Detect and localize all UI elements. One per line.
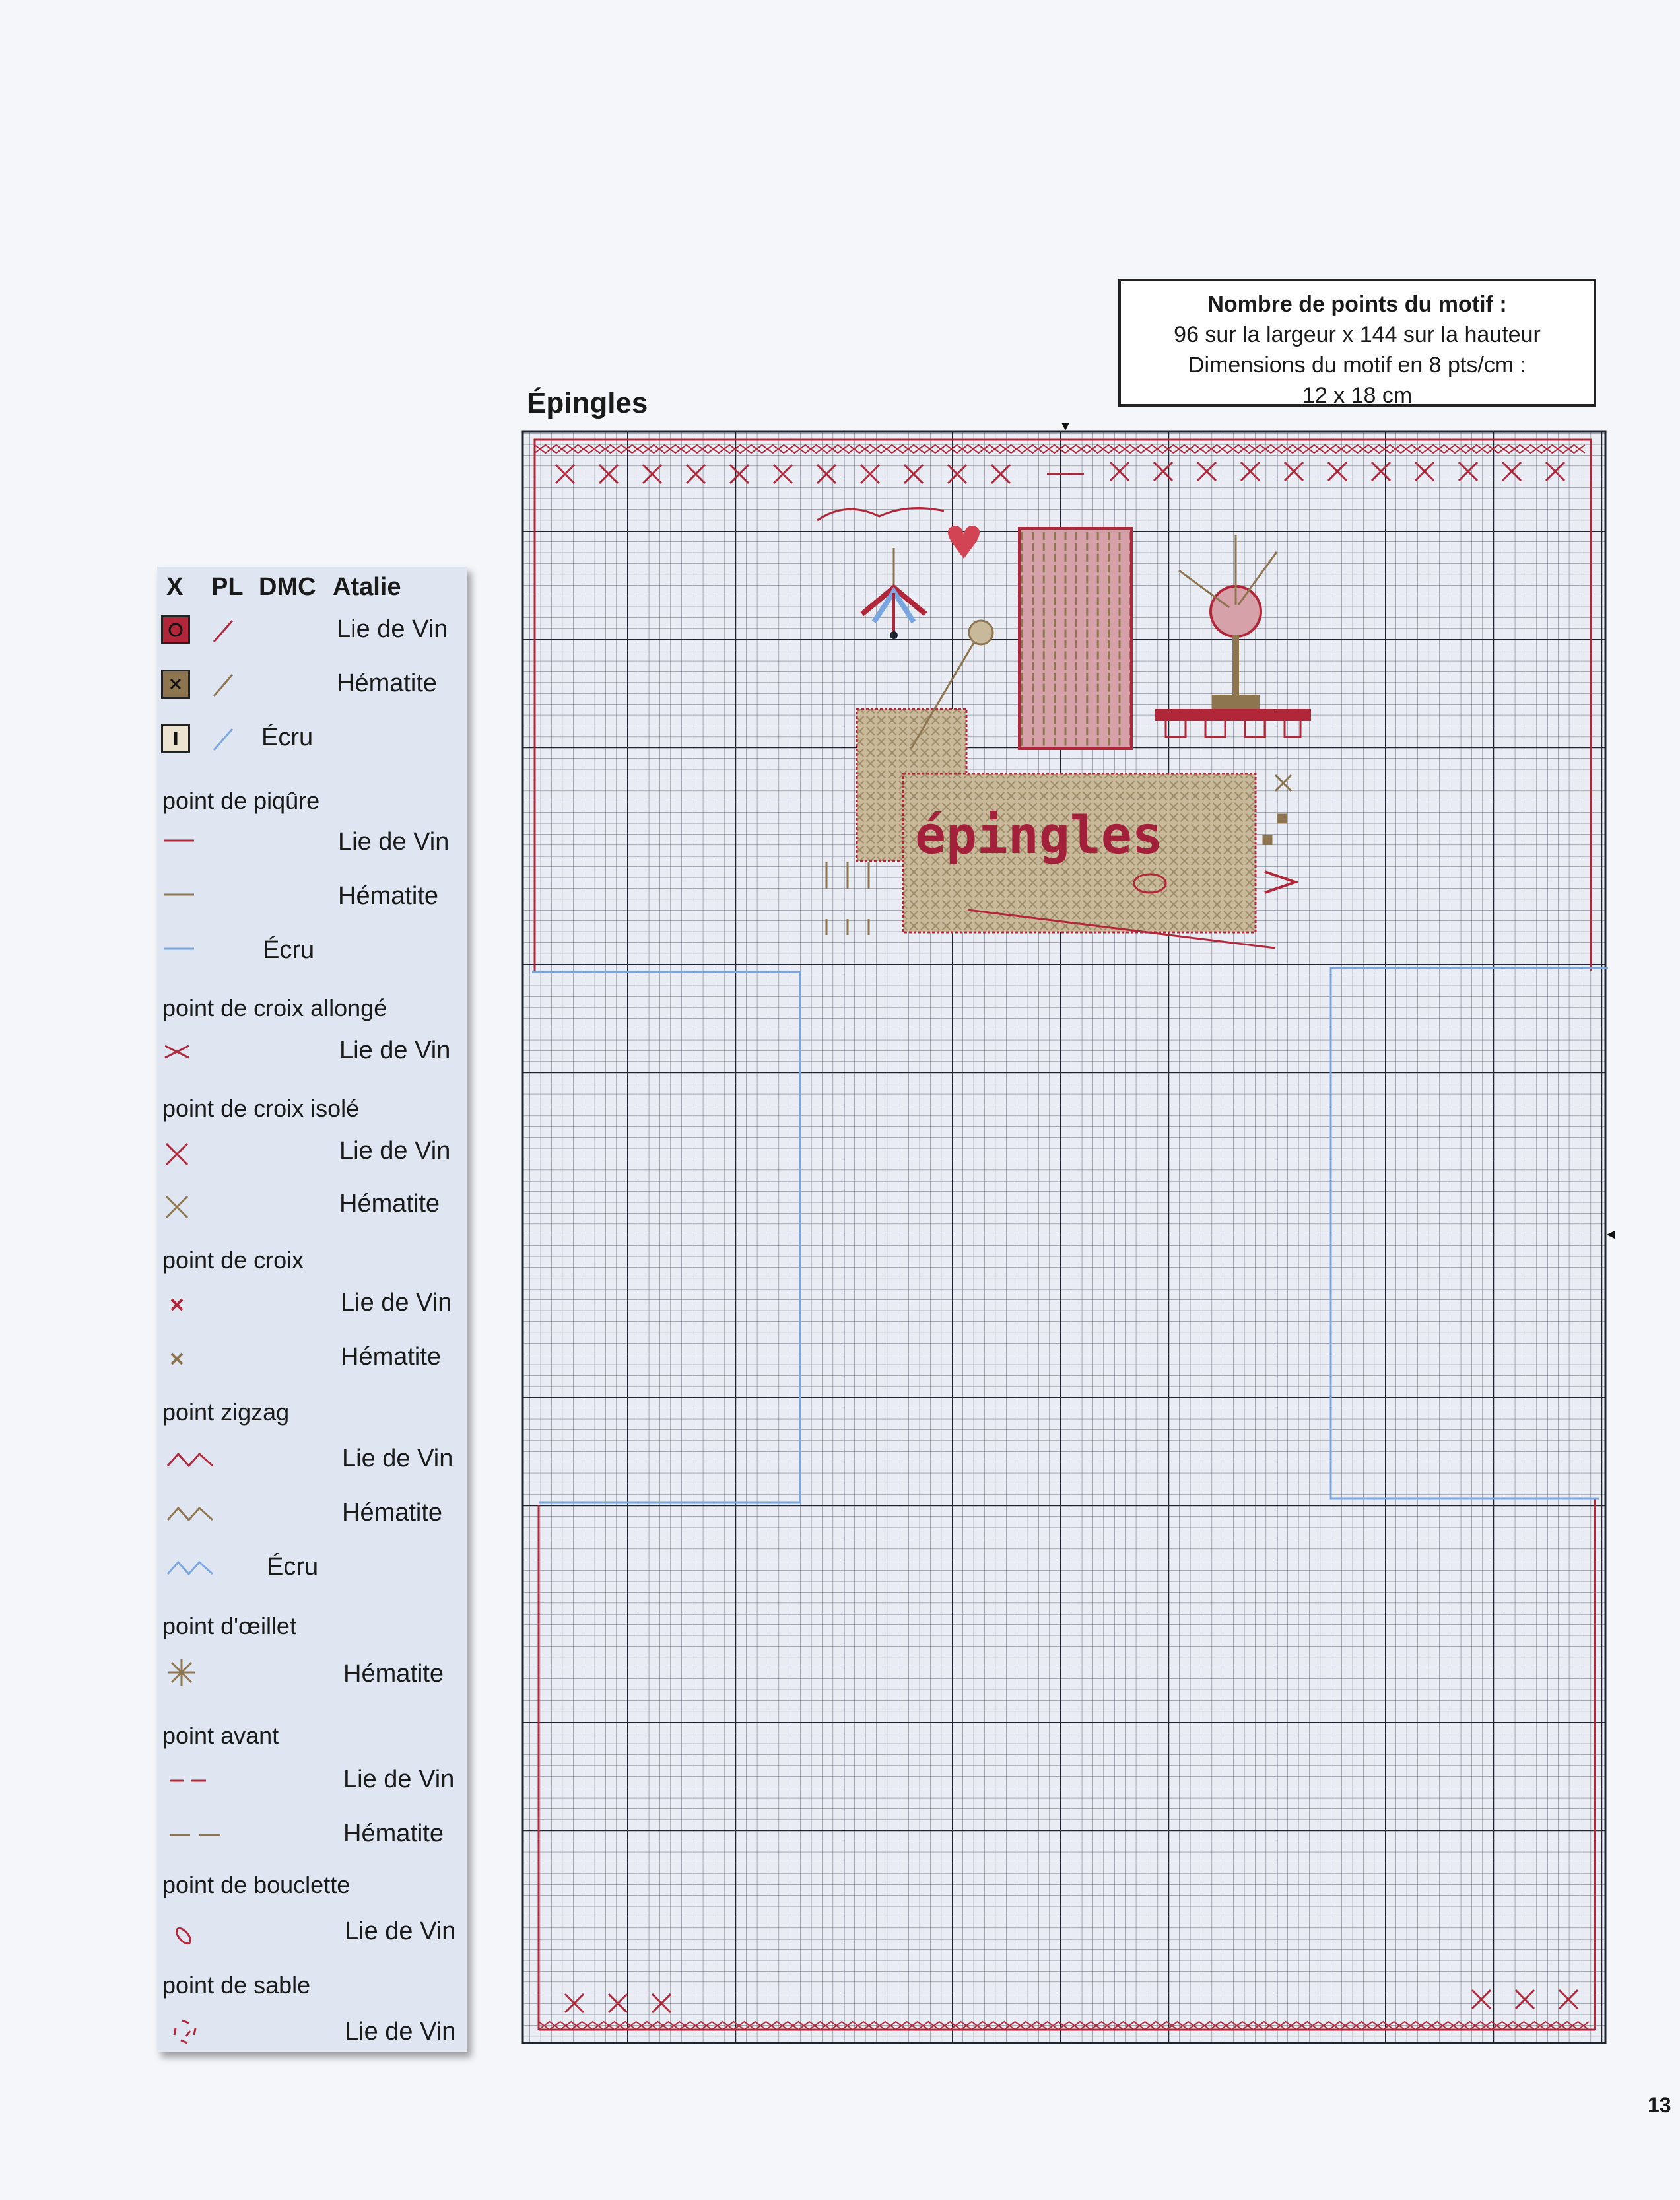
cross-stitch-chart (519, 423, 1615, 2047)
legend-item-name: Lie de Vin (338, 828, 450, 856)
legend-item-name: Lie de Vin (345, 1917, 456, 1945)
legend-item-name: Hématite (342, 1499, 443, 1527)
swatch-row-name: Lie de Vin (337, 615, 448, 643)
lazy-daisy-lie-icon (170, 1923, 197, 1949)
motif-info-box (1118, 279, 1596, 407)
sand-stitch-lie-icon (170, 2016, 203, 2049)
motif-word: épingles (915, 806, 1163, 866)
legend-section-croix-isole: point de croix isolé (162, 1095, 360, 1122)
motif-info-dimensions: 12 x 18 cm (1302, 383, 1413, 408)
legend-section-sable: point de sable (162, 1972, 311, 1999)
legend-header-x: X (166, 573, 184, 601)
legend-item-name: Lie de Vin (343, 1766, 455, 1793)
legend-item-name: Lie de Vin (339, 1137, 451, 1165)
cross-hem-icon (168, 1350, 186, 1368)
legend-section-zigzag: point zigzag (162, 1398, 290, 1426)
legend-item-name: Hématite (343, 1820, 444, 1847)
motif-tall-panel (1019, 528, 1131, 749)
running-stitch-lie-icon (169, 1777, 209, 1784)
zigzag-hem-icon (166, 1503, 215, 1523)
legend-section-piqure: point de piqûre (162, 787, 320, 814)
motif-info-dimensions-label: Dimensions du motif en 8 pts/cm : (1188, 353, 1527, 378)
legend-section-croix: point de croix (162, 1247, 304, 1274)
legend-item-name: Lie de Vin (339, 1037, 451, 1064)
pl-ecru-icon (210, 726, 236, 753)
legend-item-name: Lie de Vin (341, 1289, 452, 1317)
legend-header-dmc: DMC (259, 573, 316, 601)
page-number: 13 (1648, 2093, 1671, 2117)
swatch-ecru (161, 724, 190, 753)
pl-hematite-icon (210, 672, 236, 699)
isolated-cross-hem-icon (164, 1194, 190, 1220)
legend-section-oeillet: point d'œillet (162, 1612, 296, 1639)
eyelet-hem-icon (166, 1657, 197, 1688)
cross-lie-icon (168, 1295, 186, 1314)
backstitch-lie-icon (162, 837, 195, 844)
legend-item-name: Hématite (343, 1660, 444, 1688)
legend-item-name: Hématite (341, 1343, 442, 1371)
motif-info-title: Nombre de points du motif : (1207, 292, 1507, 317)
legend-item-name: Écru (263, 936, 315, 964)
swatch-hematite (161, 670, 190, 699)
legend-section-bouclette: point de bouclette (162, 1871, 351, 1898)
pl-lie-de-vin-icon (210, 618, 236, 644)
legend-item-name: Écru (267, 1553, 319, 1581)
center-marker-right (1607, 1231, 1615, 1239)
backstitch-hem-icon (162, 891, 195, 898)
isolated-cross-lie-icon (164, 1141, 190, 1167)
swatch-lie-de-vin (161, 615, 190, 644)
legend-header-atalie: Atalie (333, 573, 401, 601)
zigzag-lie-icon (166, 1449, 215, 1468)
legend-item-name: Lie de Vin (345, 2018, 456, 2045)
long-cross-icon (162, 1043, 191, 1060)
legend-section-avant: point avant (162, 1722, 279, 1749)
zigzag-ecru-icon (166, 1557, 215, 1577)
swatch-row-name: Hématite (337, 670, 438, 697)
motif-pin-head (969, 621, 993, 644)
backstitch-ecru-icon (162, 945, 195, 952)
legend-item-name: Hématite (338, 882, 439, 910)
center-marker-top (1061, 423, 1069, 430)
chart-title: Épingles (527, 387, 648, 419)
motif-info-stitch-count: 96 sur la largeur x 144 sur la hauteur (1174, 322, 1541, 347)
swatch-row-name: Écru (261, 724, 314, 751)
legend-panel (157, 567, 467, 2052)
legend-section-croix-allonge: point de croix allongé (162, 994, 387, 1021)
legend-header-pl: PL (211, 573, 244, 601)
running-stitch-hem-icon (169, 1832, 222, 1838)
legend-item-name: Hématite (339, 1190, 440, 1218)
legend-item-name: Lie de Vin (342, 1445, 454, 1472)
